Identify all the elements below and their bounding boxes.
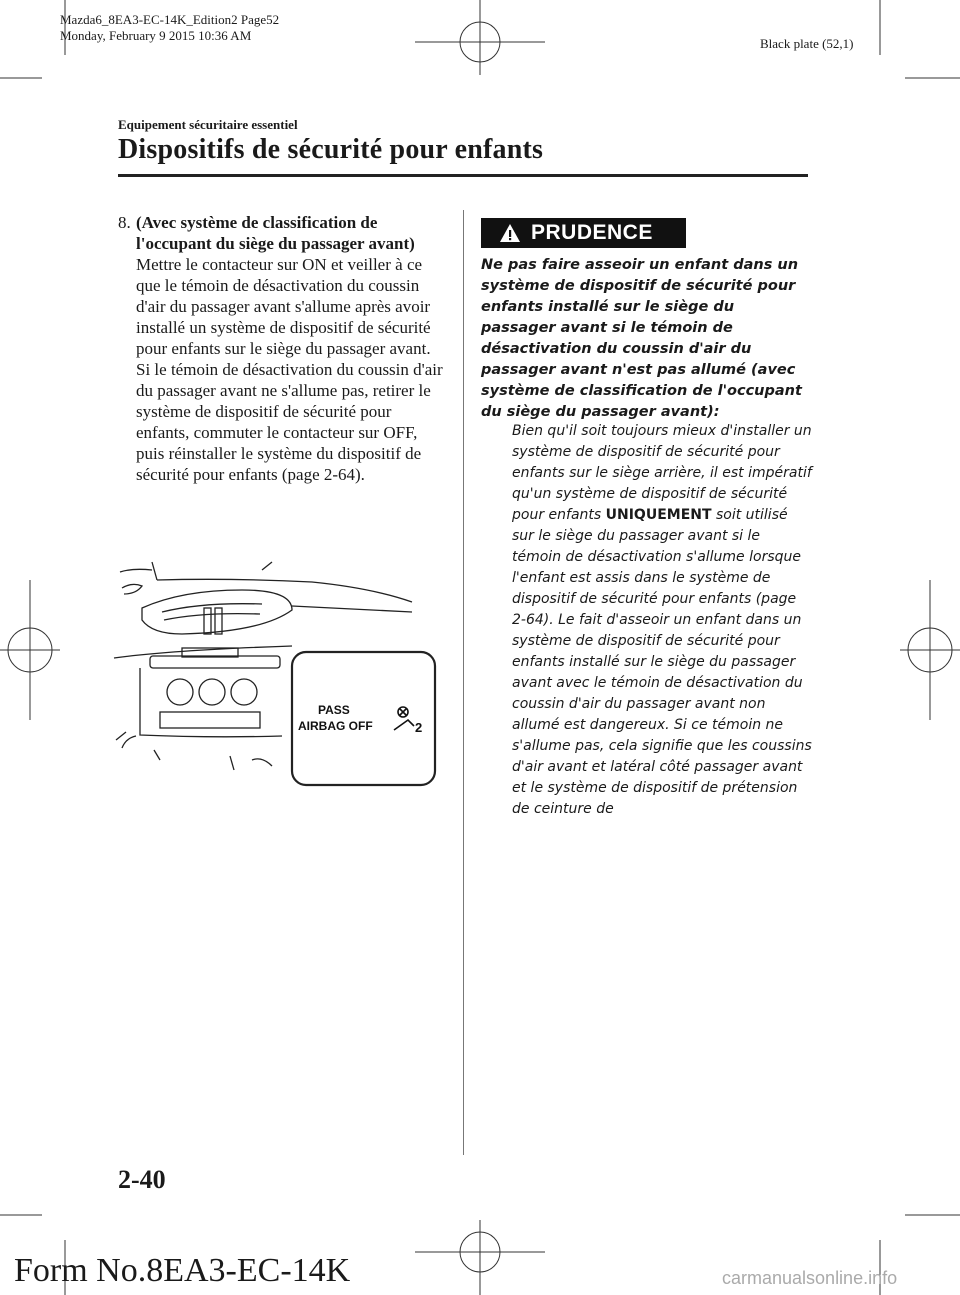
step-number: 8. [118, 213, 131, 232]
caution-label: PRUDENCE [531, 221, 653, 244]
column-divider [463, 210, 464, 1155]
step-text: Mettre le contacteur sur ON et veiller à ce que le témoin de désactivation du coussin d'air du passager avant s'allume après avoir installé un système de dispositif de sécurité pour enfants sur le siège du passager avant. [136, 255, 431, 358]
page-number: 2-40 [118, 1165, 166, 1194]
caution-lead-text: Ne pas faire asseoir un enfant dans un système de dispositif de sécurité pour enfants installé sur le siège du passager avant si le témoin de désactivation du coussin d'air du passager avant n'est pas allumé (avec système de classification de l'occupant du siège du passager avant): [481, 257, 802, 420]
print-metadata [60, 12, 279, 44]
dashboard-illustration [112, 560, 442, 790]
print-file-name: Mazda6_8EA3-EC-14K_Edition2 Page52 [60, 12, 280, 27]
caution-body-text-continued: soit utilisé sur le siège du passager avant si le témoin de désactivation s'allume lorsque l'enfant est assis dans le système de dispositif de sécurité pour enfants (page 2-64). Le fait d'asseoir un enfant dans un système de dispositif de sécurité pour enfants installé sur le siège du passager avant avec le témoin de désactivation du coussin d'air du passager avant non allumé est dangereux. Si ce témoin ne s'allume pas, cela signifie que les coussins d'air avant et latéral côté passager avant et le système de dispositif de prétension de ceinture de [512, 507, 812, 817]
caution-emphasis: UNIQUEMENT [605, 507, 712, 523]
page-title: Dispositifs de sécurité pour enfants [118, 134, 544, 165]
indicator-icon-number: 2 [415, 720, 423, 735]
passenger-airbag-off-icon [394, 707, 414, 730]
step-title: (Avec système de classification de l'occupant du siège du passager avant) [136, 213, 415, 253]
warning-icon [499, 222, 521, 244]
section-label: Equipement sécuritaire essentiel [118, 117, 298, 132]
print-timestamp: Monday, February 9 2015 10:36 AM [60, 28, 252, 43]
step-text-continued: Si le témoin de désactivation du coussin d'air du passager avant ne s'allume pas, retirer le système de dispositif de sécurité pour enfants, commuter le contacteur sur OFF, puis réinstaller le système du dispositif de sécurité pour enfants (page 2-64). [136, 360, 443, 484]
caution-body [512, 421, 812, 820]
indicator-label-airbag-off: AIRBAG OFF [298, 719, 373, 733]
watermark: carmanualsonline.info [722, 1268, 898, 1288]
plate-label: Black plate (52,1) [760, 36, 854, 51]
form-number: Form No.8EA3-EC-14K [14, 1252, 351, 1289]
instruction-step [118, 212, 448, 485]
caution-banner [481, 218, 686, 248]
caution-body-text: Bien qu'il soit toujours mieux d'installer un système de dispositif de sécurité pour enfants sur le siège arrière, il est impératif qu'un système de dispositif de sécurité pour enfants [512, 423, 812, 523]
title-rule [118, 174, 808, 177]
indicator-label-pass: PASS [318, 703, 350, 717]
